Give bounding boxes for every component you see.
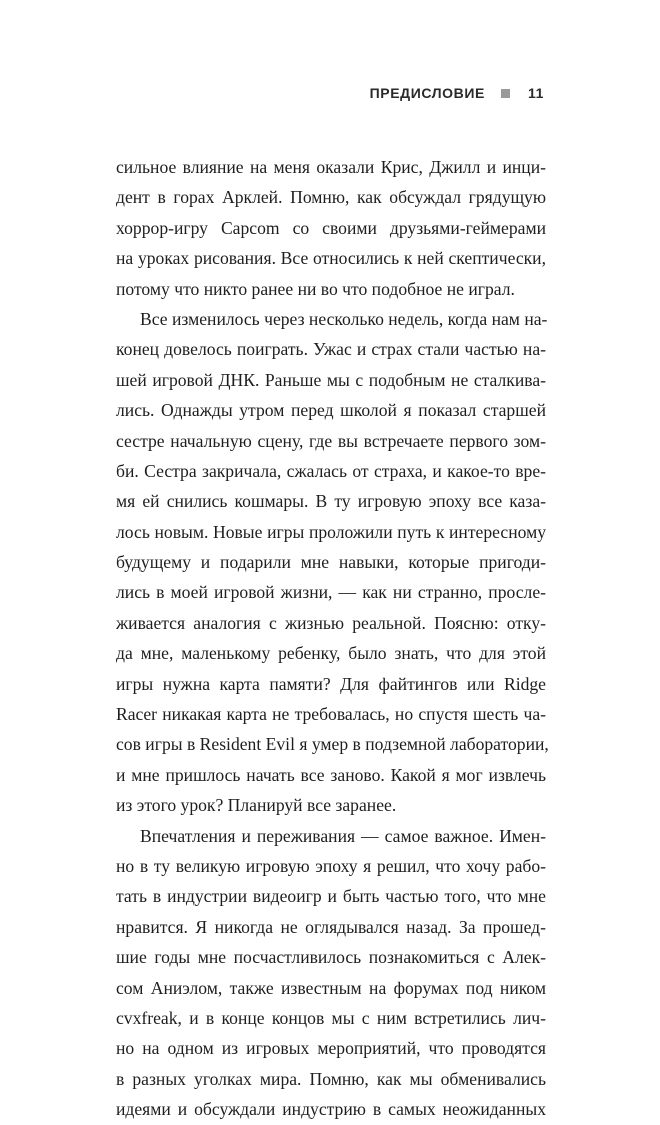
text-line: но в ту великую игровую эпоху я решил, что хочу рабо-: [116, 855, 546, 876]
text-line: сильное влияние на меня оказали Крис, Джилл и инци-: [116, 157, 546, 177]
text-line: но на одном из игровых мероприятий, что проводятся: [116, 1038, 546, 1059]
text-line: идеями и обсуждали индустрию в самых неожиданных: [116, 1099, 546, 1120]
text-line: игры нужна карта памяти? Для файтингов или Ridge: [116, 673, 546, 694]
body-text: [116, 152, 549, 1125]
text-line: да мне, маленькому ребенку, было знать, что для этой: [116, 643, 546, 664]
text-line: конец довелось поиграть. Ужас и страх стали частью на-: [116, 339, 546, 360]
text-line: cvxfreak, и в конце концов мы с ним встретились лич-: [116, 1007, 546, 1028]
text-line: дент в горах Арклей. Помню, как обсуждал грядущую: [116, 187, 546, 208]
text-line: тать в индустрии видеоигр и быть частью того, что мне: [116, 886, 546, 907]
text-line: и мне пришлось начать все заново. Какой я мог извлечь: [116, 764, 546, 785]
text-line: шие годы мне посчастливилось познакомиться с Алек-: [116, 947, 546, 968]
text-line: хоррор-игру Capcom со своими друзьями-геймерами: [116, 217, 546, 238]
text-line: будущему и подарили мне навыки, которые пригоди-: [116, 552, 546, 573]
section-title: ПРЕДИСЛОВИЕ: [369, 85, 485, 101]
text-line: лись в моей игровой жизни, — как ни странно, просле-: [116, 582, 546, 603]
text-line: живается аналогия с жизнью реальной. Поясню: отку-: [116, 612, 546, 633]
text-line: потому что никто ранее ни во что подобное не играл.: [116, 278, 515, 299]
text-line: лось новым. Новые игры проложили путь к интересному: [116, 521, 546, 542]
page-number: 11: [528, 85, 544, 101]
text-line: Racer никакая карта не требовалась, но спустя шесть ча-: [116, 704, 546, 725]
text-line: лись. Однажды утром перед школой я показал старшей: [116, 400, 546, 421]
text-line: мя ей снились кошмары. В ту игровую эпоху все каза-: [116, 491, 546, 512]
text-line: би. Сестра закричала, сжалась от страха, и какое-то вре-: [116, 460, 546, 481]
text-line: нравится. Я никогда не оглядывался назад. За прошед-: [116, 916, 546, 937]
text-line: Впечатления и переживания — самое важное. Имен-: [140, 825, 546, 846]
text-line: сестре начальную сцену, где вы встречаете первого зом-: [116, 430, 546, 451]
text-line: в разных уголках мира. Помню, как мы обменивались: [116, 1068, 546, 1089]
separator-square-icon: [501, 89, 510, 98]
text-line: на уроках рисования. Все относились к ней скептически,: [116, 248, 546, 269]
running-header: [370, 85, 544, 101]
text-line: сов игры в Resident Evil я умер в подземной лаборатории,: [116, 734, 549, 755]
text-line: сом Аниэлом, также известным на форумах под ником: [116, 977, 546, 998]
text-line: Все изменилось через несколько недель, когда нам на-: [140, 308, 548, 329]
text-line: шей игровой ДНК. Раньше мы с подобным не сталкива-: [116, 369, 546, 390]
text-line: из этого урок? Планируй все заранее.: [116, 795, 397, 816]
